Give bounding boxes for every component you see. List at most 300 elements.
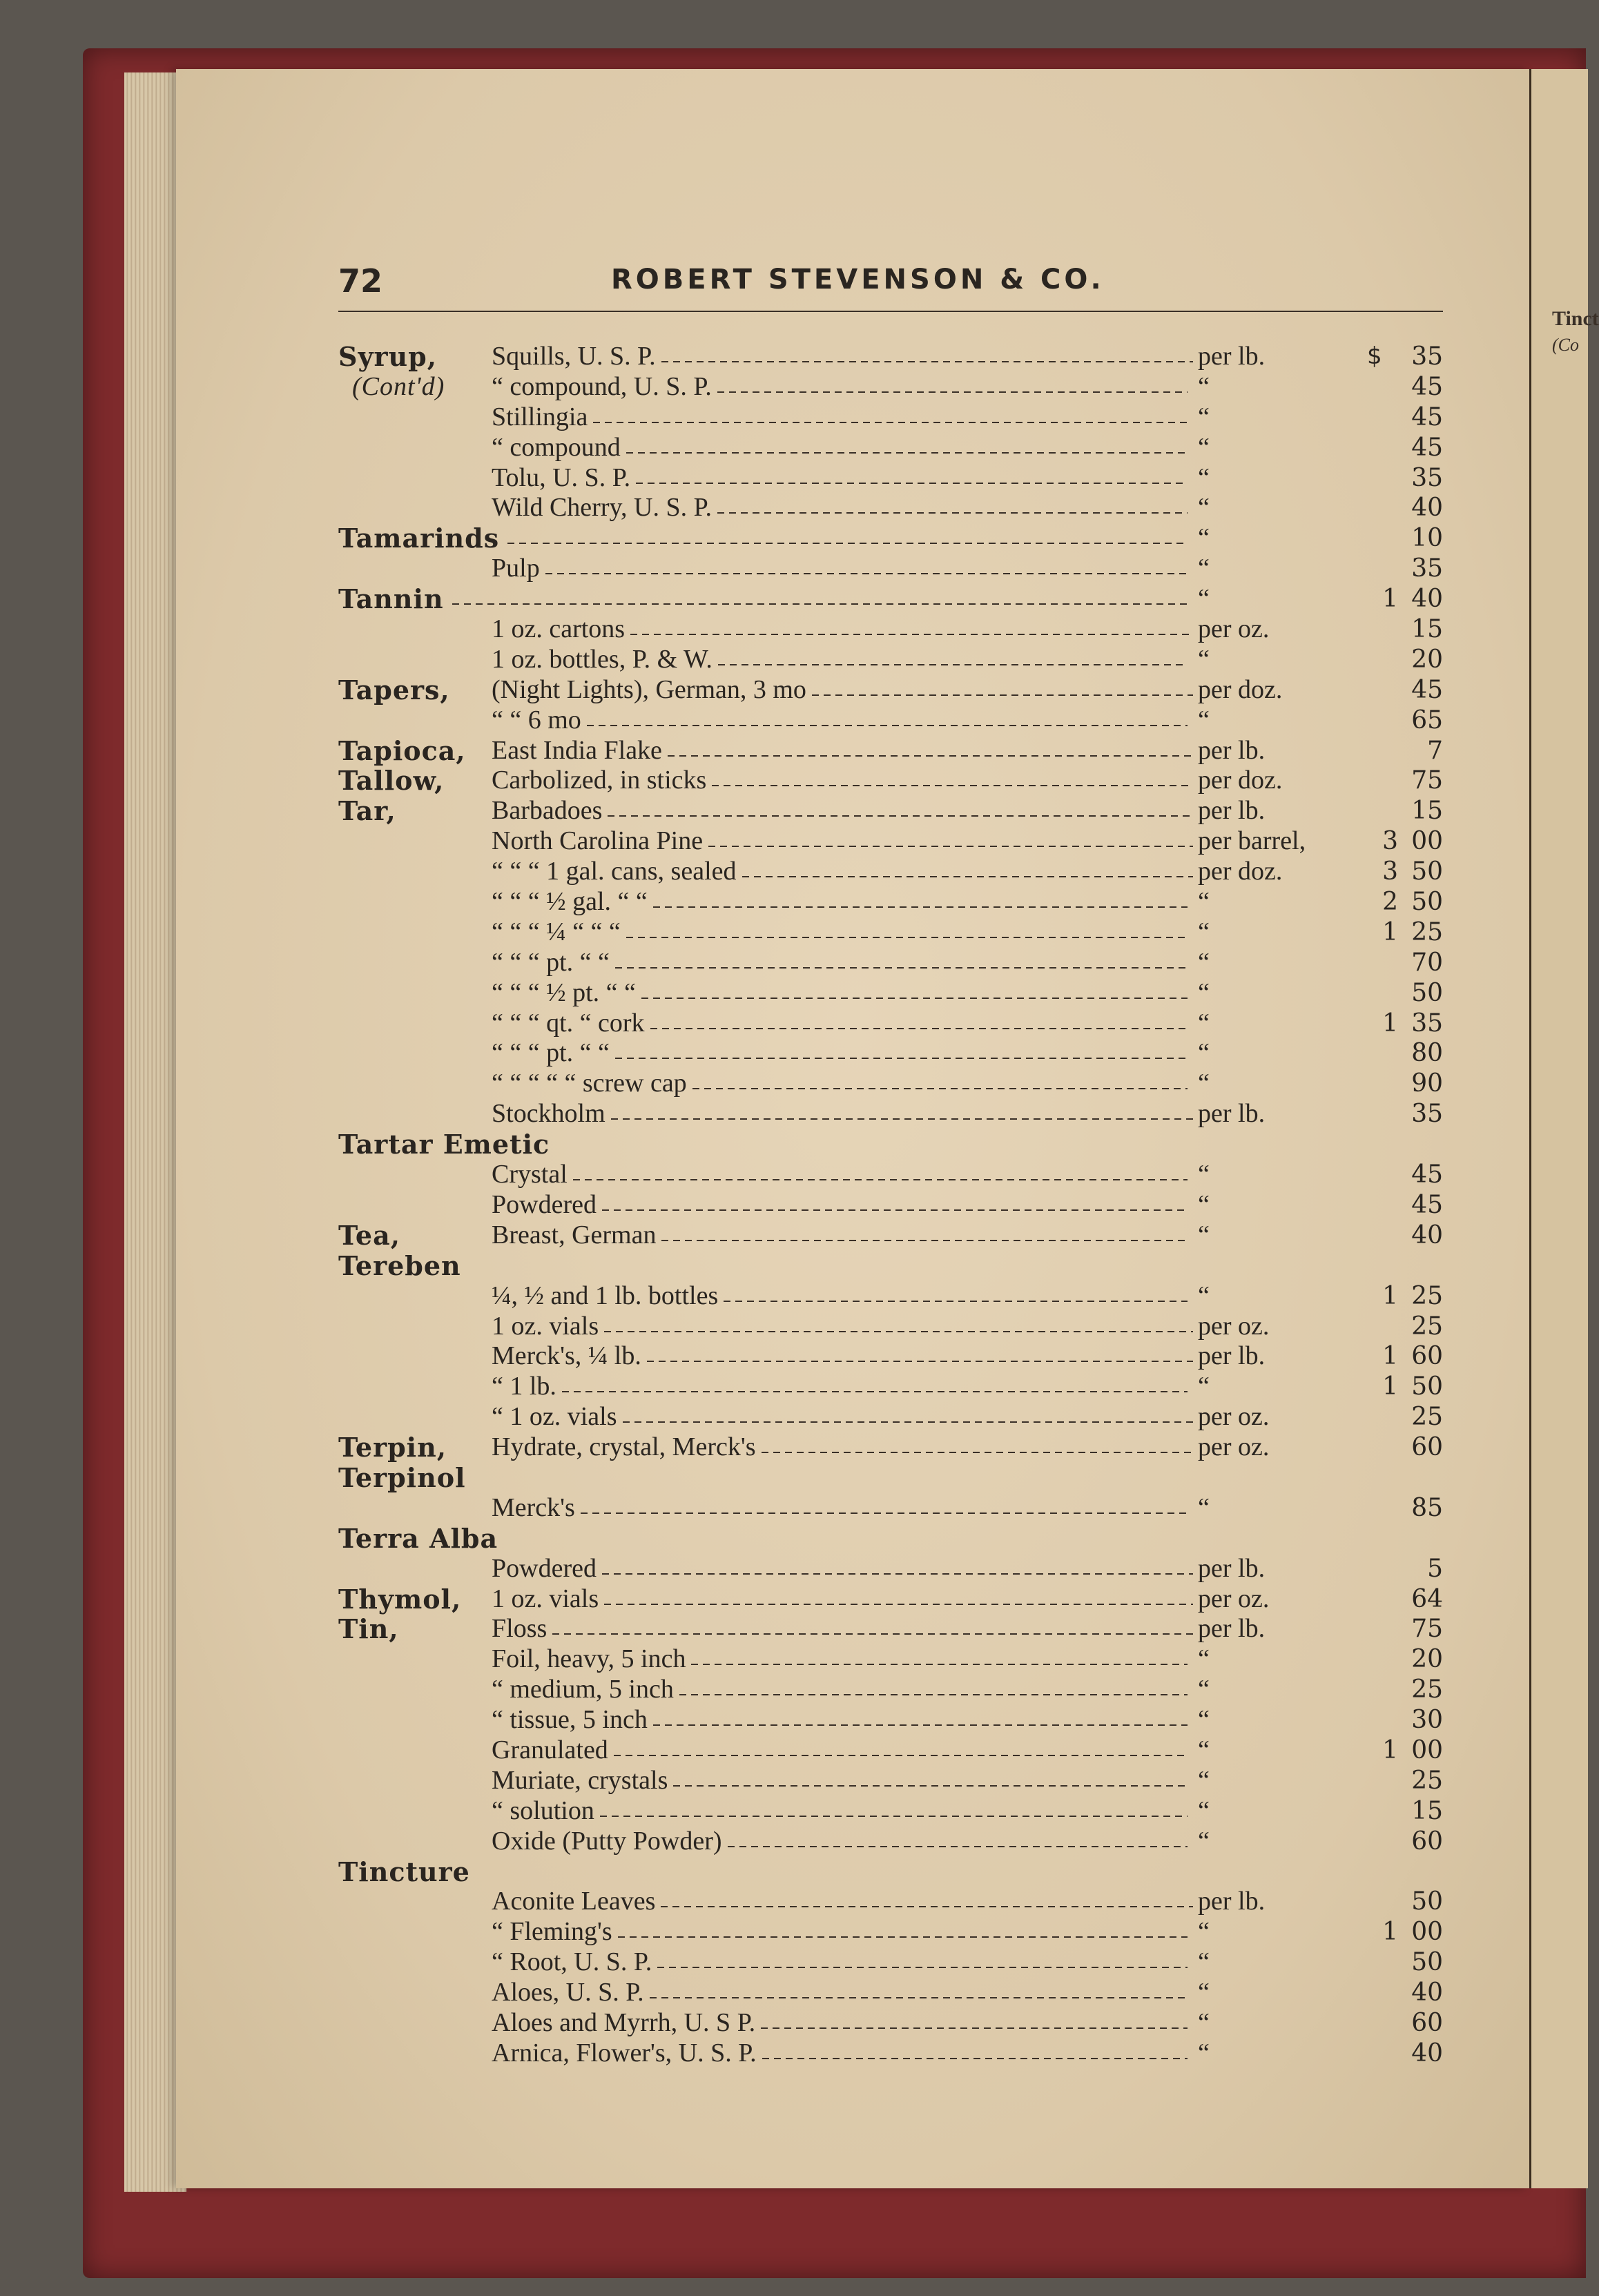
price-list [338,342,1443,2069]
price-row [338,1524,1443,1554]
price-cents: 60 [1411,2008,1443,2037]
entry-heading: Tallow, [338,765,445,797]
price-row [338,342,1443,372]
price-cents: 30 [1411,1706,1443,1735]
unit-label: “ [1198,1796,1210,1825]
item-description: “ “ “ pt. “ “ [492,947,610,977]
item-description: Aloes and Myrrh, U. S P. [492,2007,756,2037]
price-cents: 25 [1411,1766,1443,1795]
item-description: ¼, ½ and 1 lb. bottles [492,1281,719,1310]
price-cents: 75 [1411,766,1443,795]
unit-label: “ [1198,1008,1210,1038]
unit-label: “ [1198,1492,1210,1522]
item-description: Floss [492,1614,547,1644]
price-cents: 25 [1411,1312,1443,1341]
next-page-title: Tinct [1552,307,1599,330]
dot-leader [626,937,1188,938]
price-cents: 25 [1411,1403,1443,1432]
dot-leader [761,2027,1188,2029]
unit-label: “ [1198,1947,1210,1977]
price-cents: 20 [1411,645,1443,674]
unit-label: “ [1198,887,1210,917]
item-description: Oxide (Putty Powder) [492,1826,722,1856]
entry-heading: Tea, [338,1219,400,1251]
unit-label: per oz. [1198,614,1270,644]
unit-label: per lb. [1198,1341,1266,1371]
price-row [338,402,1443,433]
unit-label: “ [1198,463,1210,492]
price-cents: 00 [1411,1735,1443,1764]
item-description: “ 1 oz. vials [492,1402,617,1432]
item-description: Muriate, crystals [492,1765,668,1795]
dot-leader [717,391,1188,393]
price-row [338,1251,1443,1281]
price-dollars: 1 [1382,1918,1398,1947]
item-description: “ “ “ “ “ screw cap [492,1069,687,1098]
price-cents: 70 [1411,948,1443,977]
dot-leader [650,1028,1188,1029]
unit-label: “ [1198,1826,1210,1856]
price-row [338,1402,1443,1432]
dot-leader [661,1240,1188,1241]
dot-leader [717,512,1188,514]
item-description: Granulated [492,1735,608,1764]
unit-label: “ [1198,402,1210,431]
dot-leader [507,543,1188,544]
unit-label: “ [1198,1372,1210,1401]
price-cents: 10 [1411,524,1443,553]
unit-label: “ [1198,1069,1210,1098]
price-cents: 5 [1427,1554,1443,1583]
unit-label: “ [1198,523,1210,553]
price-cents: 45 [1411,372,1443,401]
price-row [338,1917,1443,1947]
item-description: Aconite Leaves [492,1887,656,1916]
dot-leader [593,422,1188,423]
item-description: Squills, U. S. P. [492,342,656,371]
dot-leader [587,725,1188,726]
item-description: “ compound [492,432,621,462]
dot-leader [602,1209,1188,1211]
price-row [338,1644,1443,1675]
price-cents: 40 [1411,1978,1443,2007]
price-row [338,1887,1443,1917]
dot-leader [673,1785,1188,1787]
price-row [338,706,1443,736]
item-description: (Night Lights), German, 3 mo [492,674,806,704]
price-row [338,1766,1443,1796]
unit-label: per oz. [1198,1584,1270,1613]
price-cents: 25 [1411,1281,1443,1310]
dot-leader [611,1118,1193,1120]
dot-leader [581,1512,1188,1514]
item-description: “ “ “ pt. “ “ [492,1038,610,1068]
price-row [338,1038,1443,1069]
unit-label: per lb. [1198,342,1266,371]
price-row [338,887,1443,917]
entry-heading: Terpinol [338,1461,466,1493]
dot-leader [661,1906,1193,1907]
price-row [338,2008,1443,2039]
item-description: “ 1 lb. [492,1372,556,1401]
price-row [338,1978,1443,2008]
price-row [338,1493,1443,1524]
item-description: Merck's, ¼ lb. [492,1341,641,1371]
price-row [338,675,1443,706]
price-cents: 60 [1411,1342,1443,1371]
price-dollars: 1 [1382,917,1398,946]
item-description: North Carolina Pine [492,826,704,856]
price-cents: 75 [1411,1615,1443,1644]
entry-heading: Tincture [338,1856,470,1887]
dot-leader [604,1604,1193,1605]
price-dollars: 1 [1382,1009,1398,1038]
unit-label: per lb. [1198,796,1266,826]
price-cents: 00 [1411,1918,1443,1947]
dot-leader [608,815,1193,817]
price-row [338,1160,1443,1190]
entry-heading: Tar, [338,795,396,827]
price-row [338,1947,1443,1978]
price-dollars: 1 [1382,1281,1398,1310]
price-row [338,523,1443,554]
price-row [338,948,1443,978]
price-row [338,554,1443,584]
unit-label: “ [1198,2038,1210,2068]
price-row [338,1735,1443,1766]
item-description: Crystal [492,1160,568,1189]
entry-heading: Tamarinds [338,523,500,554]
dot-leader [653,1724,1188,1726]
price-cents: 50 [1411,888,1443,917]
price-dollars: 3 [1382,827,1398,856]
unit-label: per doz. [1198,857,1283,886]
price-row [338,1099,1443,1129]
unit-label: “ [1198,371,1210,401]
price-row [338,1069,1443,1099]
price-row [338,1827,1443,1857]
price-cents: 60 [1411,1433,1443,1462]
entry-heading: Tartar Emetic [338,1129,550,1160]
unit-label: per oz. [1198,1402,1270,1432]
item-description: “ compound, U. S. P. [492,371,712,401]
price-row [338,1190,1443,1220]
price-row [338,1584,1443,1615]
unit-label: “ [1198,1978,1210,2007]
unit-label: “ [1198,1644,1210,1674]
item-description: Stillingia [492,402,588,431]
price-row [338,917,1443,948]
dot-leader [728,1846,1188,1847]
item-description: 1 oz. bottles, P. & W. [492,644,713,674]
next-page-subtitle: (Co [1552,335,1579,355]
price-cents: 25 [1411,917,1443,946]
price-row [338,614,1443,645]
item-description: Pulp [492,554,540,583]
price-row [338,857,1443,887]
price-dollars: 1 [1382,1372,1398,1401]
dot-leader [708,846,1193,847]
item-description: “ Root, U. S. P. [492,1947,652,1977]
entry-heading: Tapioca, [338,734,466,766]
price-cents: 85 [1411,1493,1443,1522]
price-row [338,1796,1443,1827]
item-description: Breast, German [492,1220,657,1249]
price-cents: 45 [1411,675,1443,704]
unit-label: per lb. [1198,1887,1266,1916]
entry-heading: (Cont'd) [352,371,445,401]
dot-leader [573,1179,1188,1180]
price-dollars: 1 [1382,1342,1398,1371]
price-row [338,493,1443,523]
price-cents: 35 [1411,1100,1443,1129]
dot-leader [718,664,1188,665]
entry-heading: Thymol, [338,1583,462,1615]
unit-label: “ [1198,1189,1210,1219]
dot-leader [653,906,1188,908]
price-cents: 90 [1411,1069,1443,1098]
price-row [338,2039,1443,2069]
price-row [338,1675,1443,1705]
price-cents: 20 [1411,1645,1443,1674]
item-description: Foil, heavy, 5 inch [492,1644,686,1674]
price-row [338,1281,1443,1312]
unit-label: per barrel, [1198,826,1306,856]
item-description: “ Fleming's [492,1917,612,1947]
dot-leader [552,1633,1193,1635]
price-cents: 35 [1411,554,1443,583]
dot-leader [742,876,1194,877]
dot-leader [630,634,1193,635]
price-row [338,584,1443,614]
entry-heading: Tapers, [338,674,450,706]
unit-label: per doz. [1198,766,1283,795]
dot-leader [724,1301,1188,1302]
unit-label: “ [1198,493,1210,523]
dot-leader [615,967,1188,969]
price-row [338,1463,1443,1493]
dot-leader [647,1361,1193,1362]
price-cents: 15 [1411,615,1443,644]
price-row [338,1857,1443,1887]
dot-leader [615,1058,1188,1059]
unit-label: per lb. [1198,1553,1266,1583]
price-dollars: 2 [1382,888,1398,917]
price-cents: 50 [1411,857,1443,886]
dot-leader [679,1694,1188,1695]
item-description: “ “ “ qt. “ cork [492,1008,645,1038]
price-dollars: 1 [1382,585,1398,614]
price-cents: 35 [1411,342,1443,371]
price-row [338,826,1443,857]
item-description: Carbolized, in sticks [492,766,707,795]
dot-leader [636,483,1188,484]
entry-heading: Tereben [338,1249,461,1281]
dot-leader [657,1967,1188,1968]
entry-heading: Syrup, [338,341,437,372]
price-cents: 45 [1411,433,1443,462]
unit-label: “ [1198,917,1210,946]
price-cents: 35 [1411,1009,1443,1038]
header-rule [338,311,1443,312]
item-description: “ “ “ ½ pt. “ “ [492,977,636,1007]
price-cents: 50 [1411,1372,1443,1401]
running-head: ROBERT STEVENSON & CO. [611,264,1105,295]
unit-label: per oz. [1198,1432,1270,1462]
item-description: Wild Cherry, U. S. P. [492,493,713,523]
price-row [338,1554,1443,1584]
unit-label: “ [1198,432,1210,462]
unit-label: “ [1198,977,1210,1007]
unit-label: per lb. [1198,1099,1266,1129]
dot-leader [692,1088,1188,1089]
unit-label: “ [1198,705,1210,734]
unit-label: “ [1198,1735,1210,1764]
price-row [338,1341,1443,1372]
price-row [338,463,1443,494]
dot-leader [812,694,1193,696]
unit-label: per lb. [1198,1614,1266,1644]
unit-label: “ [1198,584,1210,614]
dot-leader [691,1664,1188,1665]
price-cents: 65 [1411,706,1443,734]
price-row [338,1432,1443,1463]
item-description: Arnica, Flower's, U. S. P. [492,2038,757,2068]
dot-leader [562,1391,1188,1392]
dot-leader [614,1755,1188,1756]
price-row [338,1312,1443,1342]
price-cents: 15 [1411,1796,1443,1825]
price-cents: 50 [1411,978,1443,1007]
unit-label: “ [1198,1675,1210,1704]
price-cents: 15 [1411,797,1443,826]
unit-label: “ [1198,1220,1210,1249]
dot-leader [641,998,1188,999]
price-row [338,1220,1443,1251]
unit-label: “ [1198,947,1210,977]
price-cents: 40 [1411,1220,1443,1249]
unit-label: “ [1198,2007,1210,2037]
price-cents: 40 [1411,585,1443,614]
entry-heading: Terra Alba [338,1522,498,1554]
unit-label: “ [1198,1705,1210,1735]
price-cents: 40 [1411,494,1443,523]
price-cents: 00 [1411,827,1443,856]
item-description: “ “ “ 1 gal. cans, sealed [492,857,737,886]
unit-label: “ [1198,1917,1210,1947]
dot-leader [650,1997,1188,1998]
entry-heading: Terpin, [338,1432,447,1463]
dot-leader [762,1452,1194,1453]
item-description: Stockholm [492,1099,605,1129]
dot-leader [618,1936,1188,1938]
price-cents: 60 [1411,1827,1443,1856]
item-description: “ “ “ ¼ “ “ “ [492,917,621,946]
item-description: Merck's [492,1492,575,1522]
item-description: “ medium, 5 inch [492,1675,674,1704]
unit-label: per lb. [1198,735,1266,765]
unit-label: “ [1198,554,1210,583]
item-description: Powdered [492,1189,597,1219]
entry-heading: Tannin [338,583,444,615]
unit-label: per doz. [1198,674,1283,704]
price-cents: 7 [1427,736,1443,765]
next-page-edge [1529,69,1599,2188]
price-row [338,736,1443,766]
dot-leader [623,1421,1193,1423]
dot-leader [545,573,1188,574]
price-cents: 45 [1411,1190,1443,1219]
price-cents: 45 [1411,402,1443,431]
price-cents: 45 [1411,1160,1443,1189]
item-description: Tolu, U. S. P. [492,463,631,492]
price-row [338,372,1443,402]
dot-leader [712,785,1193,786]
price-cents: 35 [1411,463,1443,492]
price-row [338,978,1443,1009]
price-dollars: 3 [1382,857,1398,886]
price-dollars: 1 [1382,1735,1398,1764]
item-description: 1 oz. vials [492,1584,599,1613]
item-description: 1 oz. vials [492,1311,599,1341]
unit-label: “ [1198,1038,1210,1068]
item-description: Barbadoes [492,796,603,826]
price-row [338,766,1443,796]
dot-leader [668,755,1193,757]
price-cents: 25 [1411,1675,1443,1704]
price-cents: 80 [1411,1039,1443,1068]
price-row [338,1614,1443,1644]
price-row [338,645,1443,675]
item-description: East India Flake [492,735,662,765]
unit-label: per oz. [1198,1311,1270,1341]
page-header [338,262,1443,311]
unit-label: “ [1198,1160,1210,1189]
price-row [338,1009,1443,1039]
item-description: “ solution [492,1796,594,1825]
price-row [338,1705,1443,1735]
dollar-sign: $ [1367,342,1382,370]
dot-leader [626,452,1188,454]
unit-label: “ [1198,1765,1210,1795]
price-row [338,1129,1443,1160]
price-row [338,1372,1443,1402]
dot-leader [452,603,1188,605]
unit-label: “ [1198,1281,1210,1310]
item-description: Hydrate, crystal, Merck's [492,1432,756,1462]
price-row [338,796,1443,826]
unit-label: “ [1198,644,1210,674]
price-cents: 50 [1411,1887,1443,1916]
item-description: “ tissue, 5 inch [492,1705,648,1735]
entry-heading: Tin, [338,1613,399,1645]
dot-leader [661,361,1193,362]
item-description: Powdered [492,1553,597,1583]
item-description: 1 oz. cartons [492,614,626,644]
dot-leader [602,1573,1193,1575]
price-cents: 50 [1411,1948,1443,1977]
price-row [338,433,1443,463]
page-number: 72 [338,262,383,300]
price-cents: 40 [1411,2039,1443,2068]
item-description: “ “ 6 mo [492,705,581,734]
item-description: “ “ “ ½ gal. “ “ [492,887,648,917]
price-cents: 64 [1411,1584,1443,1613]
dot-leader [762,2058,1188,2059]
dot-leader [600,1816,1188,1817]
dot-leader [604,1331,1193,1332]
item-description: Aloes, U. S. P. [492,1978,644,2007]
